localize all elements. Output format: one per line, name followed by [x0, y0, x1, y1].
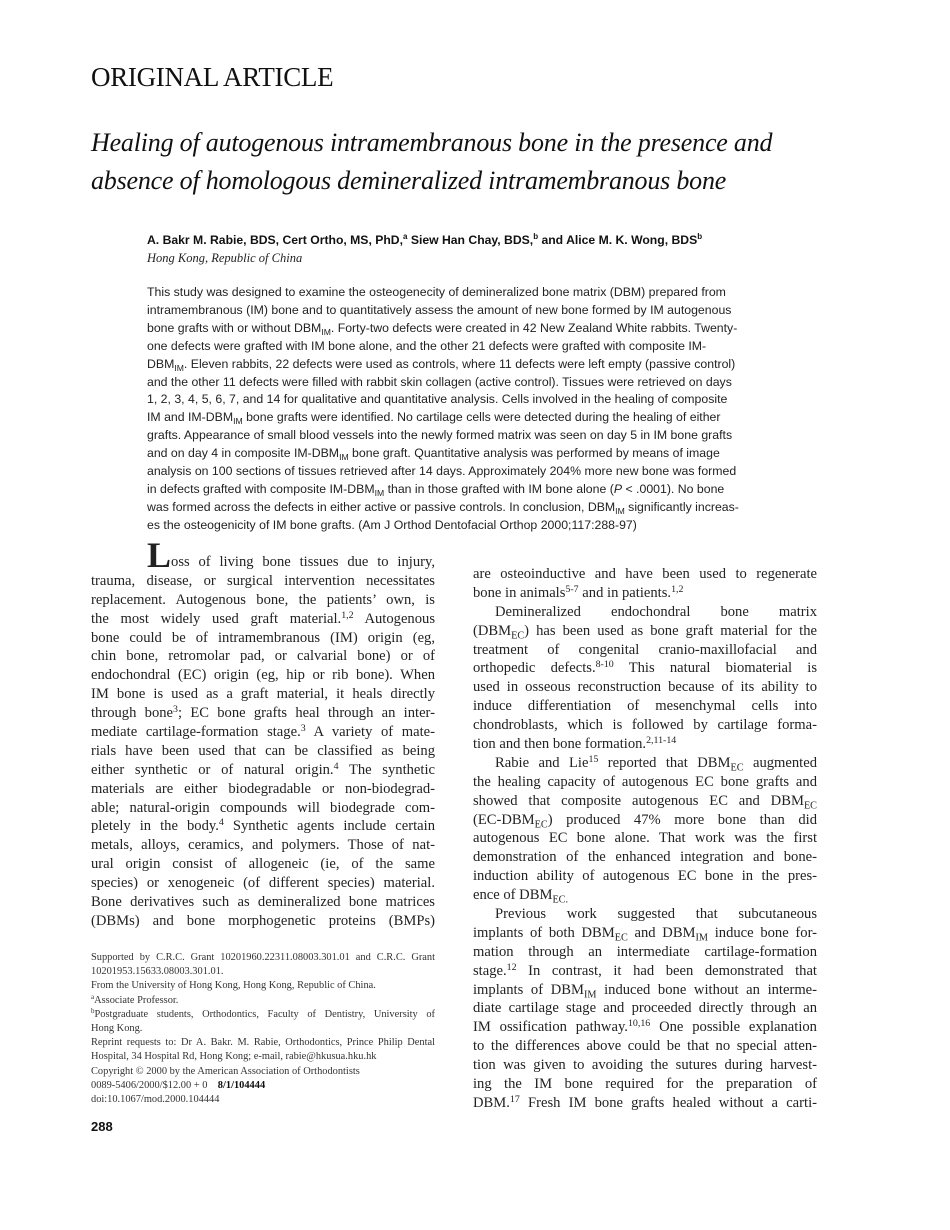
footnote-b: Hong Kong. — [91, 1023, 143, 1035]
abstract-line: analysis on 100 sections of tissues retrieved after 14 days. Approximately 204% more new bone was formed — [147, 464, 737, 479]
title-line-1: Healing of autogenous intramembranous bone in the presence and — [91, 128, 773, 157]
body-column-left — [91, 535, 436, 931]
body-line: the most widely used graft material.$^{1,2}$ Autogenous — [91, 609, 436, 627]
abstract-line: and the other 11 defects were filled with rabbit skin collagen (active control). Tissues were retrieved on days — [147, 374, 732, 389]
footnote-institution: From the University of Hong Kong, Hong Kong, Republic of China. — [91, 980, 376, 992]
article-title — [91, 124, 851, 200]
citation-ref: 1,2 — [671, 583, 684, 595]
body-line: replacement. Autogenous bone, the patients’ own, is — [91, 591, 435, 608]
citation-ref: 12 — [506, 961, 517, 973]
body-line: implants of $DBM_{IM}$ induced bone without an interme- — [473, 981, 818, 1001]
abstract-line: $DBM_{IM}$. Eleven rabbits, 22 defects were used as controls, where 11 defects were left empty (passive control) — [147, 356, 736, 373]
body-line: stage.$^{12}$ In contrast, it had been demonstrated that — [473, 961, 817, 979]
citation-ref: 8-10 — [595, 659, 614, 671]
footnotes — [91, 951, 435, 1107]
body-line: IM ossification pathway.$^{10,16}$ One possible explanation — [473, 1018, 817, 1036]
body-line: species) or xenogeneic (of different species) material. — [91, 875, 435, 892]
author-list — [147, 232, 847, 247]
body-line: Rabie and Lie$^{15}$ reported that $DBM_{EC}$ augmented — [495, 753, 817, 774]
abstract-line: es the osteogenicity of IM bone grafts. (Am J Orthod Dentofacial Orthop 2000;117:288-97) — [147, 517, 637, 532]
body-line: trauma, disease, or surgical intervention necessitates — [91, 572, 435, 589]
body-line: autogenous EC bone alone. That work was the first — [473, 830, 817, 847]
affiliation-mark: b — [697, 232, 703, 241]
affiliation-mark: b — [533, 232, 539, 241]
body-line: Demineralized endochondral bone matrix — [495, 603, 817, 620]
body-line: either synthetic or of natural origin.$^4$ The synthetic — [91, 760, 435, 778]
drop-cap: L — [147, 535, 172, 575]
footnote-copyright: Copyright © 2000 by the American Association of Orthodontists — [91, 1065, 360, 1077]
author-3: and Alice M. K. Wong, BDS — [538, 233, 698, 248]
body-line: chin bone, retromolar pad, or calvarial bone) or of — [91, 648, 435, 665]
body-line: $(EC-DBM_{EC})$ produced 47% more bone than did — [473, 811, 817, 831]
body-line: $(DBM_{EC})$ has been used as bone graft material for the — [473, 622, 817, 642]
abstract-line: one defects were grafted with IM bone alone, and the other 21 defects were grafted with composite IM- — [147, 338, 707, 353]
footnote-funding: 10201953.15633.08003.301.01. — [91, 966, 224, 978]
body-line: able; natural-origin compounds will biodegrade com- — [91, 799, 435, 816]
abstract — [147, 284, 847, 535]
citation-ref: 1,2 — [341, 609, 354, 621]
footnote-doi: doi:10.1067/mod.2000.104444 — [91, 1094, 220, 1106]
body-column-right — [473, 565, 817, 1113]
citation-ref: 15 — [588, 753, 599, 765]
abstract-line: and on day 4 in composite $IM-DBM_{IM}$ bone graft. Quantitative analysis was performed by means of image — [147, 446, 720, 463]
body-line: the healing capacity of autogenous EC bone grafts and — [473, 773, 817, 790]
body-line: pletely in the body.$^4$ Synthetic agents include certain — [91, 817, 436, 835]
body-line: treatment of congenital cranio-maxillofacial and — [473, 641, 817, 658]
body-line: diate cartilage stage and proceeded directly through an — [473, 1000, 817, 1017]
citation-ref: 2,11-14 — [646, 735, 677, 747]
abstract-line: grafts. Appearance of small blood vessels into the newly formed matrix was seen on day 5 in IM bone grafts — [147, 428, 733, 443]
footnote-a: $^a$Associate Professor. — [91, 992, 179, 1006]
body-line: through bone$^3$; EC bone grafts heal through an inter- — [91, 704, 435, 722]
footnote-reprint: Reprint requests to: Dr A. Bakr. M. Rabie, Orthodontics, Prince Philip Dental — [91, 1037, 435, 1049]
abstract-line: IM and $IM-DBM_{IM}$ bone grafts were identified. No cartilage cells were detected during the healing of either — [147, 410, 721, 427]
citation-ref: 10,16 — [627, 1018, 651, 1030]
body-line: implants of both $DBM_{EC}$ and $DBM_{IM}$ induce bone for- — [473, 924, 817, 944]
citation-ref: 3 — [300, 723, 306, 735]
abstract-line: 1, 2, 3, 4, 5, 6, 7, and 14 for qualitative and quantitative analysis. Cells involved in the healing of composite — [147, 392, 728, 407]
body-line: Loss of living bone tissues due to injury, — [91, 553, 435, 572]
affiliation: Hong Kong, Republic of China — [147, 251, 303, 265]
body-line: Previous work suggested that subcutaneous — [495, 906, 817, 923]
body-line: bone could be of intramembranous (IM) origin (eg, — [91, 629, 435, 646]
body-line: are osteoinductive and have been used to regenerate — [473, 566, 817, 582]
abstract-line: This study was designed to examine the osteogenecity of demineralized bone matrix (DBM) prepared from — [147, 285, 726, 299]
body-line: Bone derivatives such as demineralized bone matrices — [91, 894, 435, 911]
body-line: ing the IM bone required for the preparation of — [473, 1076, 817, 1093]
citation-ref: 3 — [173, 704, 178, 716]
citation-ref: 4 — [218, 817, 224, 829]
abstract-line: in defects grafted with composite $IM-DBM_{IM}$ than in those grafted with IM bone alone (P < .0001). No bone — [147, 481, 725, 498]
body-line: (DBMs) and bone morphogenetic proteins (BMPs) — [91, 912, 435, 929]
body-line: tion and then bone formation.$^{2,11-14}$ — [473, 735, 677, 753]
body-line: ural origin consist of allogeneic (ie, of the same — [91, 856, 435, 873]
page-number: 288 — [91, 1119, 113, 1134]
body-line: rials have been used that can be classified as being — [91, 742, 435, 759]
body-line: DBM.$^{17}$ Fresh IM bone grafts healed without a carti- — [473, 1093, 817, 1111]
affiliation-mark: a — [402, 232, 408, 241]
abstract-line: was formed across the defects in either active or passive controls. In conclusion, $DBM_{IM}$ significantly increas- — [147, 499, 739, 516]
body-line: chondroblasts, which is followed by cartilage forma- — [473, 717, 817, 734]
citation-ref: 4 — [333, 760, 339, 772]
footnote-issn: 0089-5406/2000/$12.00 + 0 8/1/104444 — [91, 1079, 266, 1091]
footnote-reprint: Hospital, 34 Hospital Rd, Hong Kong; e-mail, rabie@hkusua.hku.hk — [91, 1051, 377, 1063]
body-line: tion was given to avoiding the sutures during harvest- — [473, 1057, 817, 1074]
footnote-funding: Supported by C.R.C. Grant 10201960.22311.08003.301.01 and C.R.C. Grant — [91, 952, 435, 963]
abstract-line: bone grafts with or without $DBM_{IM}$. Forty-two defects were created in 42 New Zealand White rabbits. Twenty- — [147, 320, 738, 337]
title-line-2: absence of homologous demineralized intramembranous bone — [91, 166, 727, 195]
citation-ref: 5-7 — [565, 583, 579, 595]
body-line: orthopedic defects.$^{8-10}$ This natural biomaterial is — [473, 659, 817, 677]
abstract-line: intramembranous (IM) bone and to quantitatively assess the amount of new bone formed by IM autogenous — [147, 302, 732, 317]
body-line: metals, alloys, ceramics, and polymers. Those of nat- — [91, 837, 435, 854]
body-line: bone in animals$^{5-7}$ and in patients.$^{1,2}$ — [473, 583, 684, 601]
body-line: induction ability of autogenous EC bone in the pres- — [473, 868, 817, 885]
body-line: to the differences above could be that no special atten- — [473, 1038, 817, 1055]
body-line: ence of $DBM_{EC.}$ — [473, 887, 569, 906]
author-1: A. Bakr M. Rabie, BDS, Cert Ortho, MS, PhD, — [147, 233, 403, 248]
body-line: mediate cartilage-formation stage.$^3$ A variety of mate- — [91, 723, 435, 741]
body-line: used in osseous reconstruction because of its ability to — [473, 679, 817, 696]
body-line: showed that composite autogenous EC and $DBM_{EC}$ — [473, 792, 817, 812]
body-line: mation through an intermediate cartilage-formation — [473, 943, 817, 960]
author-2: Siew Han Chay, BDS, — [407, 233, 534, 248]
section-label: ORIGINAL ARTICLE — [91, 62, 334, 92]
body-line: demonstration of the enhanced integration and bone- — [473, 849, 817, 866]
body-line: endochondral (EC) origin (eg, hip or rib bone). When — [91, 667, 435, 684]
citation-ref: 17 — [509, 1093, 520, 1105]
body-line: IM bone is used as a graft material, it heals directly — [91, 686, 435, 703]
body-line: induce differentiation of mesenchymal cells into — [473, 698, 817, 715]
body-line: materials are either biodegradable or non-biodegrad- — [91, 780, 435, 797]
footnote-b: $^b$Postgraduate students, Orthodontics, Faculty of Dentistry, University of — [91, 1006, 435, 1020]
